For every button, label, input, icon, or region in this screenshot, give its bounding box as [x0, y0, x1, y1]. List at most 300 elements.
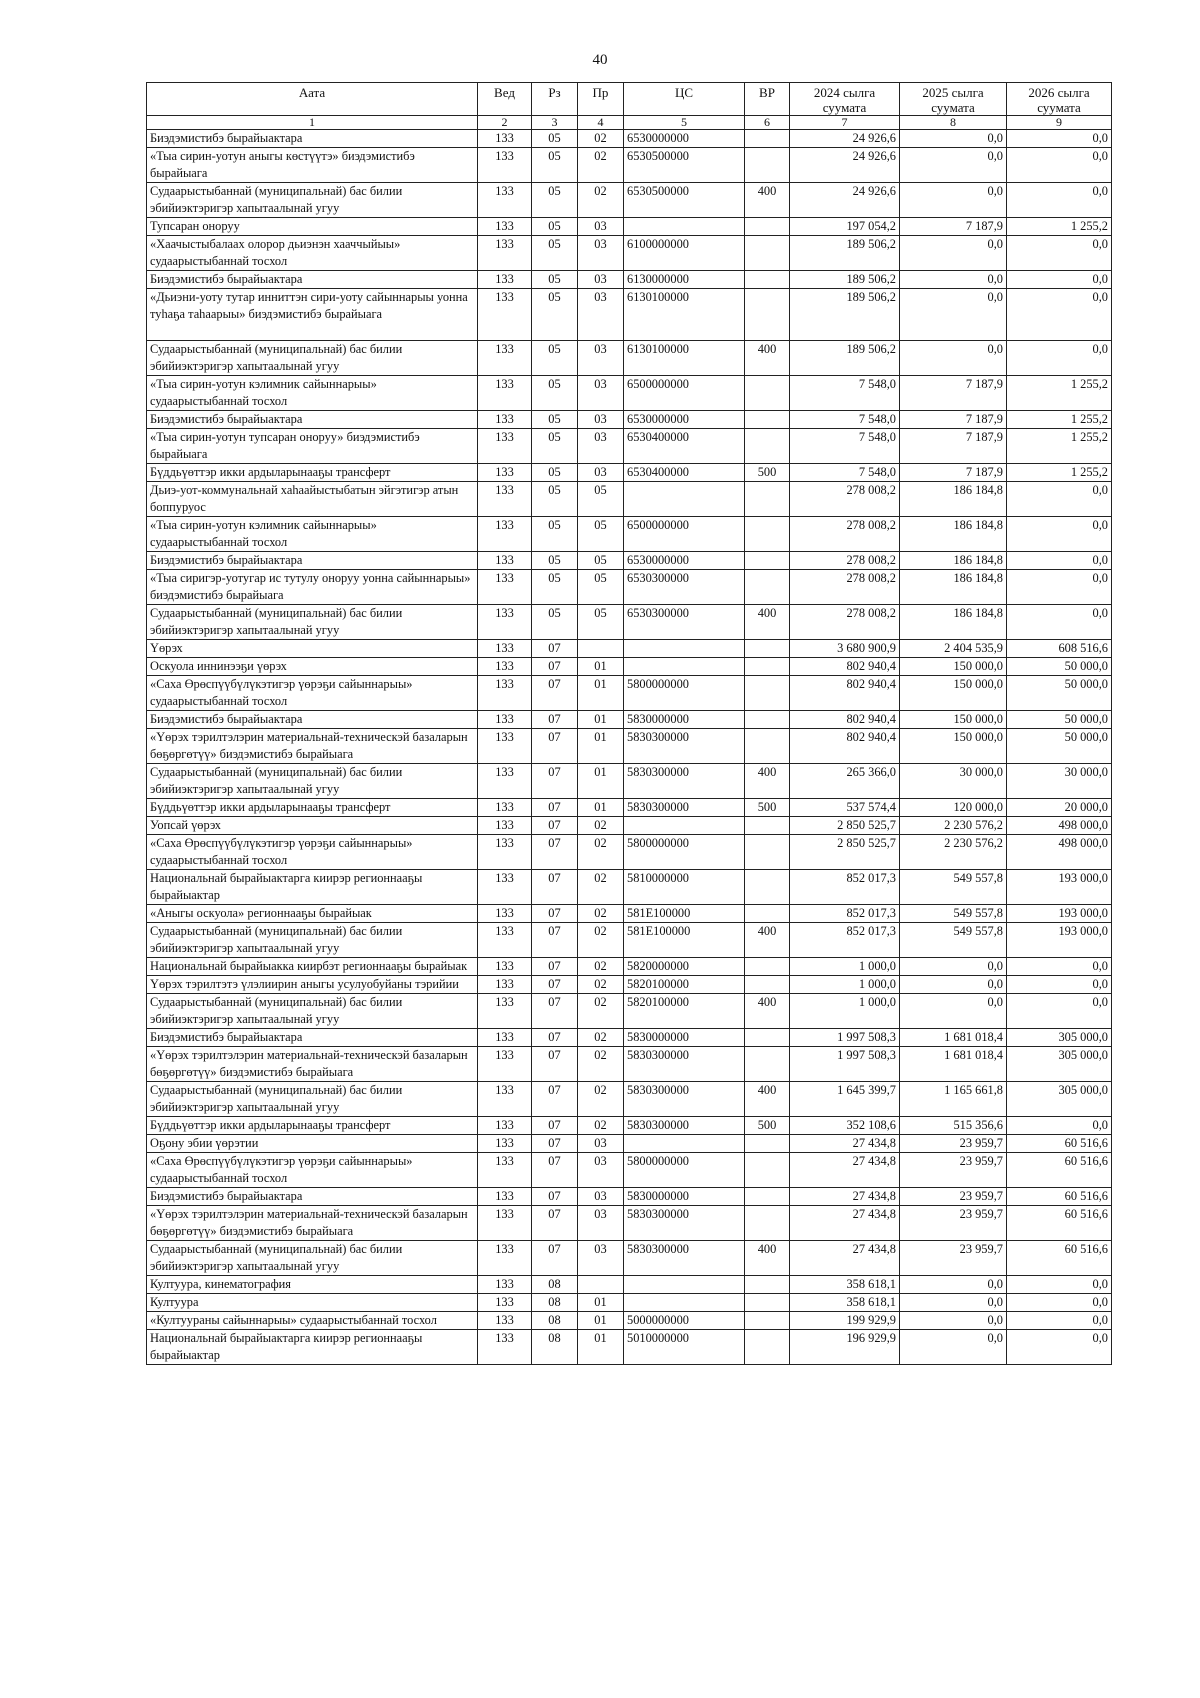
- cell-vr: [745, 271, 790, 289]
- cell-2024: 278 008,2: [790, 552, 900, 570]
- cell-vr: [745, 1330, 790, 1365]
- cell-ved: 133: [478, 1276, 532, 1294]
- cell-2025: 549 557,8: [900, 905, 1007, 923]
- cell-pr: 02: [578, 148, 624, 183]
- cell-rz: 07: [532, 1047, 578, 1082]
- cell-name: Бүддьүөттэр икки ардыларынааҕы трансферт: [147, 1117, 478, 1135]
- cell-rz: 08: [532, 1294, 578, 1312]
- cell-name: «Тыа сирин-уотун тупсаран оноруу» биэдэмистибэ бырайыага: [147, 429, 478, 464]
- cell-2025: 23 959,7: [900, 1153, 1007, 1188]
- cell-2026: 0,0: [1007, 1312, 1112, 1330]
- table-row: [147, 1135, 1112, 1153]
- cell-name: «Тыа сиригэр-уотугар ис тутулу оноруу уонна сайыннарыы» биэдэмистибэ бырайыага: [147, 570, 478, 605]
- table-row: [147, 1029, 1112, 1047]
- cell-pr: 01: [578, 1294, 624, 1312]
- cell-2025: 120 000,0: [900, 799, 1007, 817]
- cell-2025: 23 959,7: [900, 1241, 1007, 1276]
- header-cell-pr: Пр: [578, 83, 624, 116]
- cell-rz: 07: [532, 658, 578, 676]
- cell-pr: 03: [578, 376, 624, 411]
- cell-ved: 133: [478, 976, 532, 994]
- cell-2025: 515 356,6: [900, 1117, 1007, 1135]
- cell-2026: 305 000,0: [1007, 1047, 1112, 1082]
- cell-2026: 0,0: [1007, 1117, 1112, 1135]
- table-row: [147, 464, 1112, 482]
- cell-vr: [745, 482, 790, 517]
- cell-ved: 133: [478, 464, 532, 482]
- cell-vr: [745, 429, 790, 464]
- cell-ved: 133: [478, 1206, 532, 1241]
- cell-2025: 7 187,9: [900, 411, 1007, 429]
- cell-cs: 5830300000: [624, 729, 745, 764]
- cell-2024: 27 434,8: [790, 1135, 900, 1153]
- cell-rz: 07: [532, 994, 578, 1029]
- cell-cs: 6530400000: [624, 429, 745, 464]
- header-cell-cs: ЦС: [624, 83, 745, 116]
- cell-rz: 05: [532, 464, 578, 482]
- cell-pr: 02: [578, 870, 624, 905]
- cell-vr: 400: [745, 341, 790, 376]
- cell-2024: 2 850 525,7: [790, 817, 900, 835]
- cell-vr: [745, 376, 790, 411]
- cell-rz: 07: [532, 835, 578, 870]
- table-row: [147, 958, 1112, 976]
- cell-ved: 133: [478, 905, 532, 923]
- cell-2024: 3 680 900,9: [790, 640, 900, 658]
- cell-pr: 03: [578, 429, 624, 464]
- cell-2026: 30 000,0: [1007, 764, 1112, 799]
- cell-2025: 2 404 535,9: [900, 640, 1007, 658]
- cell-2026: 305 000,0: [1007, 1029, 1112, 1047]
- cell-2025: 186 184,8: [900, 570, 1007, 605]
- cell-rz: 08: [532, 1330, 578, 1365]
- cell-ved: 133: [478, 764, 532, 799]
- cell-2024: 1 997 508,3: [790, 1047, 900, 1082]
- cell-vr: [745, 517, 790, 552]
- cell-vr: 400: [745, 923, 790, 958]
- cell-cs: 5820000000: [624, 958, 745, 976]
- cell-2026: 60 516,6: [1007, 1153, 1112, 1188]
- cell-name: Дьиэ-уот-коммунальнай хаһаайыстыбатын эйгэтигэр атын боппуруос: [147, 482, 478, 517]
- cell-name: Национальнай бырайыакка киирбэт регионнааҕы бырайыак: [147, 958, 478, 976]
- cell-cs: 5800000000: [624, 676, 745, 711]
- cell-2025: 186 184,8: [900, 605, 1007, 640]
- cell-ved: 133: [478, 376, 532, 411]
- cell-cs: [624, 817, 745, 835]
- cell-vr: 500: [745, 799, 790, 817]
- cell-pr: 01: [578, 764, 624, 799]
- cell-2026: 1 255,2: [1007, 464, 1112, 482]
- cell-name: «Саха Өрөспүүбүлүкэтигэр үөрэҕи сайыннарыы» судаарыстыбаннай тосхол: [147, 676, 478, 711]
- cell-pr: 02: [578, 835, 624, 870]
- cell-vr: [745, 218, 790, 236]
- cell-name: Национальнай бырайыактарга киирэр регионнааҕы бырайыактар: [147, 1330, 478, 1365]
- cell-pr: 01: [578, 1330, 624, 1365]
- table-body: [147, 130, 1112, 1365]
- cell-2024: 24 926,6: [790, 183, 900, 218]
- budget-table: [146, 82, 1112, 1365]
- cell-2026: 193 000,0: [1007, 870, 1112, 905]
- cell-name: Үөрэх тэрилтэтэ үлэлиирин аныгы усулуобуйаны тэрийии: [147, 976, 478, 994]
- cell-name: Судаарыстыбаннай (муниципальнай) бас билии эбийиэктэригэр хапытаалынай угуу: [147, 764, 478, 799]
- cell-ved: 133: [478, 658, 532, 676]
- cell-rz: 05: [532, 183, 578, 218]
- cell-2025: 0,0: [900, 1330, 1007, 1365]
- column-number: 3: [532, 116, 578, 130]
- cell-ved: 133: [478, 1330, 532, 1365]
- cell-cs: 6530300000: [624, 570, 745, 605]
- cell-ved: 133: [478, 148, 532, 183]
- cell-ved: 133: [478, 1082, 532, 1117]
- cell-2025: 7 187,9: [900, 429, 1007, 464]
- cell-rz: 05: [532, 517, 578, 552]
- cell-ved: 133: [478, 130, 532, 148]
- cell-2025: 0,0: [900, 289, 1007, 341]
- cell-vr: [745, 729, 790, 764]
- cell-2026: 498 000,0: [1007, 835, 1112, 870]
- cell-name: Биэдэмистибэ бырайыактара: [147, 130, 478, 148]
- cell-rz: 07: [532, 923, 578, 958]
- cell-name: Бүддьүөттэр икки ардыларынааҕы трансферт: [147, 799, 478, 817]
- cell-cs: 5830000000: [624, 1029, 745, 1047]
- cell-vr: [745, 1188, 790, 1206]
- cell-2024: 27 434,8: [790, 1241, 900, 1276]
- cell-rz: 07: [532, 764, 578, 799]
- cell-ved: 133: [478, 289, 532, 341]
- cell-vr: [745, 835, 790, 870]
- cell-rz: 07: [532, 1029, 578, 1047]
- cell-2026: 0,0: [1007, 236, 1112, 271]
- cell-2026: 0,0: [1007, 148, 1112, 183]
- cell-2025: 23 959,7: [900, 1135, 1007, 1153]
- table-row: [147, 218, 1112, 236]
- table-row: [147, 640, 1112, 658]
- cell-pr: 02: [578, 905, 624, 923]
- cell-2026: 0,0: [1007, 130, 1112, 148]
- cell-2024: 7 548,0: [790, 411, 900, 429]
- cell-2024: 1 000,0: [790, 994, 900, 1029]
- cell-2025: 23 959,7: [900, 1188, 1007, 1206]
- table-row: [147, 817, 1112, 835]
- table-row: [147, 905, 1112, 923]
- table-row: [147, 552, 1112, 570]
- table-row: [147, 517, 1112, 552]
- cell-cs: 6100000000: [624, 236, 745, 271]
- cell-rz: 05: [532, 130, 578, 148]
- table-row: [147, 1188, 1112, 1206]
- cell-name: Судаарыстыбаннай (муниципальнай) бас билии эбийиэктэригэр хапытаалынай угуу: [147, 1241, 478, 1276]
- header-cell-2024: 2024 сылга суумата: [790, 83, 900, 116]
- cell-cs: 6500000000: [624, 376, 745, 411]
- cell-2026: 0,0: [1007, 976, 1112, 994]
- cell-2026: 608 516,6: [1007, 640, 1112, 658]
- cell-2026: 0,0: [1007, 552, 1112, 570]
- table-row: [147, 271, 1112, 289]
- table-row: [147, 1312, 1112, 1330]
- cell-rz: 08: [532, 1276, 578, 1294]
- cell-name: Судаарыстыбаннай (муниципальнай) бас билии эбийиэктэригэр хапытаалынай угуу: [147, 605, 478, 640]
- cell-cs: 5820100000: [624, 994, 745, 1029]
- cell-cs: 6530000000: [624, 552, 745, 570]
- cell-pr: 03: [578, 1188, 624, 1206]
- cell-2025: 1 681 018,4: [900, 1047, 1007, 1082]
- cell-rz: 07: [532, 676, 578, 711]
- cell-name: Биэдэмистибэ бырайыактара: [147, 711, 478, 729]
- cell-vr: 400: [745, 1082, 790, 1117]
- cell-cs: 6130100000: [624, 341, 745, 376]
- cell-2026: 193 000,0: [1007, 923, 1112, 958]
- cell-2024: 358 618,1: [790, 1294, 900, 1312]
- cell-2024: 852 017,3: [790, 923, 900, 958]
- cell-ved: 133: [478, 711, 532, 729]
- cell-cs: [624, 1135, 745, 1153]
- cell-2025: 0,0: [900, 341, 1007, 376]
- cell-vr: [745, 905, 790, 923]
- table-row: [147, 799, 1112, 817]
- cell-rz: 05: [532, 271, 578, 289]
- cell-ved: 133: [478, 1241, 532, 1276]
- cell-vr: [745, 1312, 790, 1330]
- cell-vr: [745, 1206, 790, 1241]
- cell-pr: 03: [578, 1153, 624, 1188]
- cell-ved: 133: [478, 958, 532, 976]
- cell-cs: 5000000000: [624, 1312, 745, 1330]
- cell-ved: 133: [478, 640, 532, 658]
- cell-cs: 5830000000: [624, 1188, 745, 1206]
- cell-2025: 150 000,0: [900, 729, 1007, 764]
- cell-2024: 196 929,9: [790, 1330, 900, 1365]
- cell-2026: 1 255,2: [1007, 411, 1112, 429]
- cell-rz: 07: [532, 1153, 578, 1188]
- cell-name: Бүддьүөттэр икки ардыларынааҕы трансферт: [147, 464, 478, 482]
- cell-2026: 0,0: [1007, 271, 1112, 289]
- cell-2026: 498 000,0: [1007, 817, 1112, 835]
- cell-name: «Тыа сирин-уотун кэлимник сайыннарыы» судаарыстыбаннай тосхол: [147, 376, 478, 411]
- cell-pr: 05: [578, 517, 624, 552]
- cell-2025: 150 000,0: [900, 658, 1007, 676]
- column-number: 7: [790, 116, 900, 130]
- cell-name: «Саха Өрөспүүбүлүкэтигэр үөрэҕи сайыннарыы» судаарыстыбаннай тосхол: [147, 835, 478, 870]
- cell-2024: 24 926,6: [790, 130, 900, 148]
- table-row: [147, 130, 1112, 148]
- table-row: [147, 711, 1112, 729]
- cell-2024: 7 548,0: [790, 429, 900, 464]
- page-number: 40: [592, 52, 608, 68]
- cell-rz: 05: [532, 236, 578, 271]
- cell-2025: 0,0: [900, 183, 1007, 218]
- cell-pr: 03: [578, 1135, 624, 1153]
- cell-name: «Дьиэни-уоту тутар инниттэн сири-уоту сайыннарыы уонна туһаҕа таһаарыы» биэдэмистибэ бырайыага: [147, 289, 478, 341]
- table-row: [147, 1330, 1112, 1365]
- cell-2026: 0,0: [1007, 289, 1112, 341]
- cell-2026: 20 000,0: [1007, 799, 1112, 817]
- cell-2025: 2 230 576,2: [900, 835, 1007, 870]
- cell-name: Биэдэмистибэ бырайыактара: [147, 552, 478, 570]
- cell-cs: 5820100000: [624, 976, 745, 994]
- cell-2024: 1 000,0: [790, 958, 900, 976]
- column-number: 9: [1007, 116, 1112, 130]
- cell-2024: 189 506,2: [790, 271, 900, 289]
- column-number: 1: [147, 116, 478, 130]
- cell-vr: [745, 148, 790, 183]
- cell-pr: 05: [578, 605, 624, 640]
- cell-ved: 133: [478, 341, 532, 376]
- cell-2025: 0,0: [900, 1276, 1007, 1294]
- cell-2024: 265 366,0: [790, 764, 900, 799]
- column-number: 6: [745, 116, 790, 130]
- cell-2026: 60 516,6: [1007, 1241, 1112, 1276]
- cell-pr: [578, 1276, 624, 1294]
- cell-pr: 02: [578, 1047, 624, 1082]
- cell-2025: 0,0: [900, 994, 1007, 1029]
- cell-rz: 05: [532, 218, 578, 236]
- cell-ved: 133: [478, 552, 532, 570]
- cell-ved: 133: [478, 1294, 532, 1312]
- cell-pr: 02: [578, 976, 624, 994]
- cell-2024: 802 940,4: [790, 676, 900, 711]
- column-number: 5: [624, 116, 745, 130]
- cell-2025: 2 230 576,2: [900, 817, 1007, 835]
- cell-vr: [745, 552, 790, 570]
- cell-pr: 01: [578, 658, 624, 676]
- cell-cs: 6130100000: [624, 289, 745, 341]
- cell-2025: 186 184,8: [900, 482, 1007, 517]
- cell-rz: 07: [532, 1117, 578, 1135]
- cell-pr: 02: [578, 1029, 624, 1047]
- cell-cs: 6530400000: [624, 464, 745, 482]
- cell-cs: 5830300000: [624, 799, 745, 817]
- cell-cs: [624, 1294, 745, 1312]
- cell-2024: 1 997 508,3: [790, 1029, 900, 1047]
- cell-2024: 27 434,8: [790, 1153, 900, 1188]
- cell-2024: 802 940,4: [790, 658, 900, 676]
- cell-2024: 852 017,3: [790, 905, 900, 923]
- cell-vr: [745, 1276, 790, 1294]
- cell-pr: 03: [578, 1241, 624, 1276]
- cell-2026: 0,0: [1007, 1330, 1112, 1365]
- cell-2026: 1 255,2: [1007, 376, 1112, 411]
- table-row: [147, 676, 1112, 711]
- cell-cs: 5830300000: [624, 764, 745, 799]
- cell-2026: 193 000,0: [1007, 905, 1112, 923]
- cell-name: «Саха Өрөспүүбүлүкэтигэр үөрэҕи сайыннарыы» судаарыстыбаннай тосхол: [147, 1153, 478, 1188]
- cell-vr: [745, 1047, 790, 1082]
- cell-2026: 0,0: [1007, 570, 1112, 605]
- cell-rz: 07: [532, 905, 578, 923]
- cell-2026: 50 000,0: [1007, 711, 1112, 729]
- cell-rz: 07: [532, 1206, 578, 1241]
- cell-cs: 6530500000: [624, 183, 745, 218]
- cell-cs: 5830300000: [624, 1047, 745, 1082]
- cell-2026: 50 000,0: [1007, 658, 1112, 676]
- cell-name: Оҕону эбии үөрэтии: [147, 1135, 478, 1153]
- cell-ved: 133: [478, 1047, 532, 1082]
- cell-pr: 02: [578, 923, 624, 958]
- cell-ved: 133: [478, 676, 532, 711]
- cell-ved: 133: [478, 218, 532, 236]
- cell-ved: 133: [478, 236, 532, 271]
- cell-2026: 0,0: [1007, 958, 1112, 976]
- cell-2024: 278 008,2: [790, 517, 900, 552]
- cell-pr: 05: [578, 570, 624, 605]
- table-row: [147, 1294, 1112, 1312]
- cell-vr: 400: [745, 183, 790, 218]
- cell-name: Судаарыстыбаннай (муниципальнай) бас билии эбийиэктэригэр хапытаалынай угуу: [147, 183, 478, 218]
- cell-2026: 0,0: [1007, 482, 1112, 517]
- cell-2026: 0,0: [1007, 1276, 1112, 1294]
- cell-2024: 278 008,2: [790, 605, 900, 640]
- cell-pr: 02: [578, 130, 624, 148]
- cell-cs: 5830300000: [624, 1241, 745, 1276]
- cell-2025: 0,0: [900, 1294, 1007, 1312]
- cell-2024: 7 548,0: [790, 376, 900, 411]
- cell-cs: 581Е100000: [624, 905, 745, 923]
- cell-rz: 05: [532, 429, 578, 464]
- cell-rz: 07: [532, 1135, 578, 1153]
- cell-rz: 08: [532, 1312, 578, 1330]
- cell-pr: 05: [578, 552, 624, 570]
- header-cell-vr: ВР: [745, 83, 790, 116]
- cell-2025: 0,0: [900, 976, 1007, 994]
- cell-pr: 05: [578, 482, 624, 517]
- cell-pr: 02: [578, 994, 624, 1029]
- cell-cs: [624, 640, 745, 658]
- cell-2024: 2 850 525,7: [790, 835, 900, 870]
- cell-2026: 50 000,0: [1007, 676, 1112, 711]
- cell-cs: 5830000000: [624, 711, 745, 729]
- cell-rz: 07: [532, 817, 578, 835]
- cell-2026: 1 255,2: [1007, 218, 1112, 236]
- cell-cs: [624, 482, 745, 517]
- cell-ved: 133: [478, 183, 532, 218]
- cell-vr: 500: [745, 1117, 790, 1135]
- cell-cs: 6530000000: [624, 130, 745, 148]
- cell-cs: 5800000000: [624, 1153, 745, 1188]
- cell-2026: 0,0: [1007, 994, 1112, 1029]
- cell-cs: 6530300000: [624, 605, 745, 640]
- cell-2024: 1 000,0: [790, 976, 900, 994]
- table-row: [147, 923, 1112, 958]
- cell-pr: 03: [578, 464, 624, 482]
- cell-2025: 150 000,0: [900, 711, 1007, 729]
- cell-2025: 0,0: [900, 148, 1007, 183]
- cell-pr: 03: [578, 289, 624, 341]
- cell-name: «Аныгы оскуола» регионнааҕы бырайыак: [147, 905, 478, 923]
- header-cell-rz: Рз: [532, 83, 578, 116]
- cell-name: «Хаачыстыбалаах олорор дьиэнэн хааччыйыы» судаарыстыбаннай тосхол: [147, 236, 478, 271]
- cell-rz: 07: [532, 799, 578, 817]
- cell-pr: 01: [578, 711, 624, 729]
- cell-2026: 305 000,0: [1007, 1082, 1112, 1117]
- table-row: [147, 994, 1112, 1029]
- cell-ved: 133: [478, 429, 532, 464]
- header-cell-name: Аата: [147, 83, 478, 116]
- cell-pr: [578, 640, 624, 658]
- column-number: 4: [578, 116, 624, 130]
- cell-name: Уопсай үөрэх: [147, 817, 478, 835]
- cell-2026: 60 516,6: [1007, 1206, 1112, 1241]
- cell-rz: 05: [532, 552, 578, 570]
- cell-pr: 02: [578, 1082, 624, 1117]
- cell-rz: 05: [532, 605, 578, 640]
- cell-ved: 133: [478, 799, 532, 817]
- cell-2025: 0,0: [900, 958, 1007, 976]
- cell-ved: 133: [478, 411, 532, 429]
- cell-cs: 6530500000: [624, 148, 745, 183]
- cell-rz: 07: [532, 640, 578, 658]
- cell-name: Үөрэх: [147, 640, 478, 658]
- cell-rz: 07: [532, 870, 578, 905]
